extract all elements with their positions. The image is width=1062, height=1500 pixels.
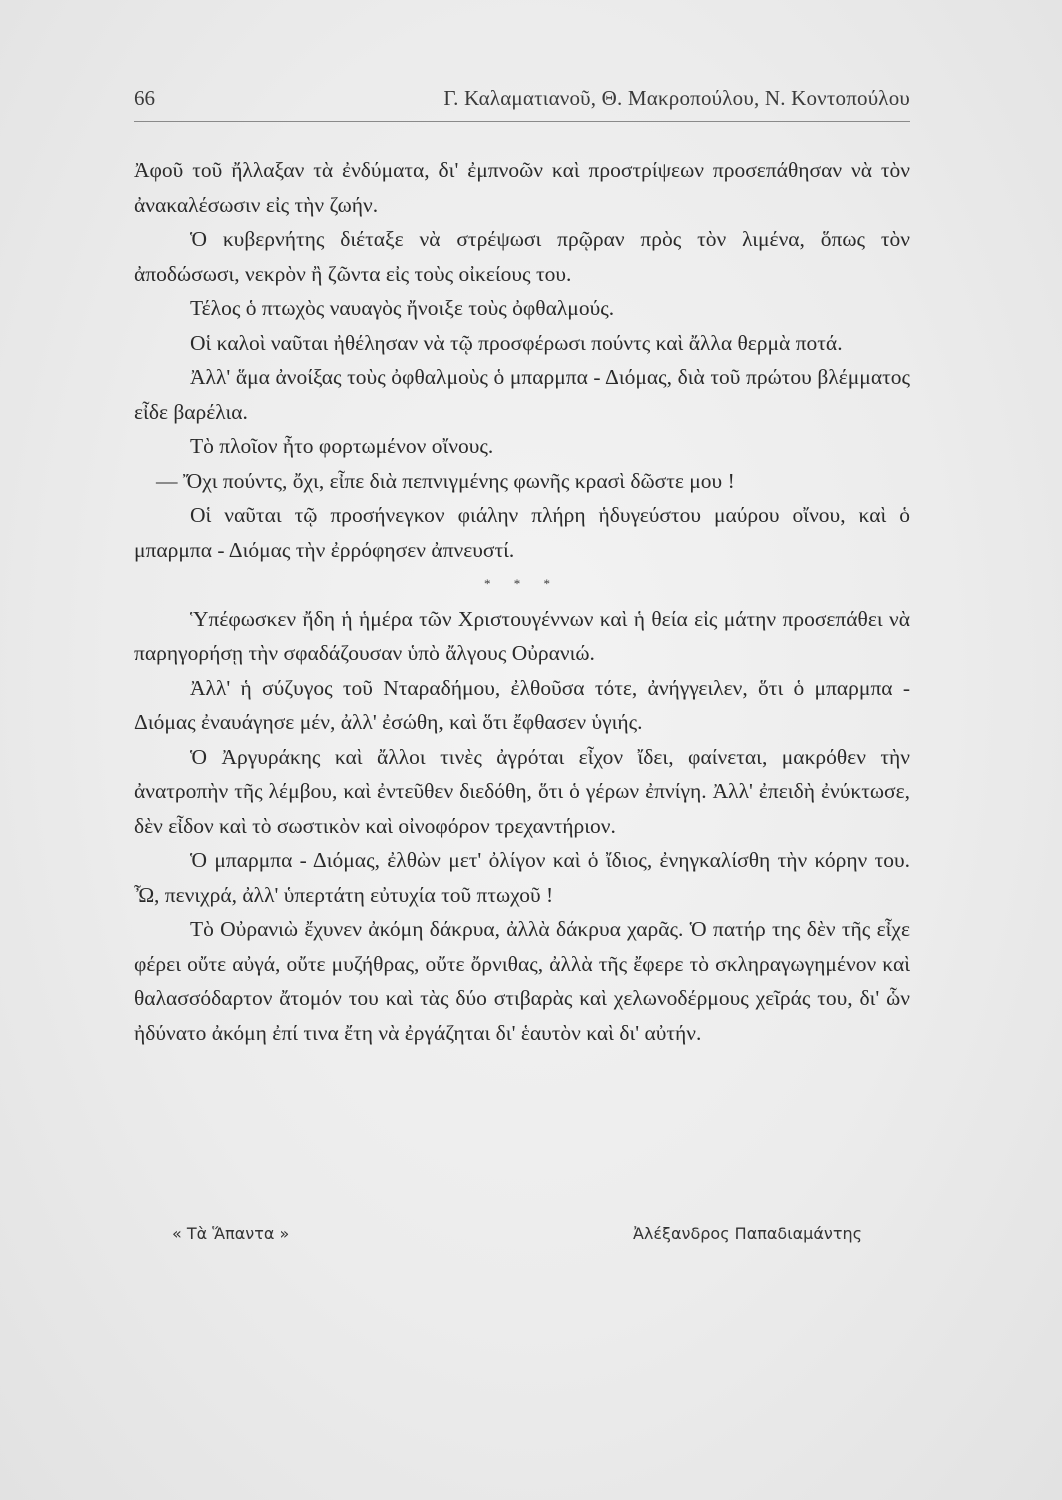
page-footer bbox=[134, 1224, 910, 1254]
body-text bbox=[134, 153, 910, 1050]
paragraph: Ὑπέφωσκεν ἤδη ἡ ἡμέρα τῶν Χριστουγέννων καὶ ἡ θεία εἰς μάτην προσεπάθει νὰ παρηγορήσῃ τὴν σφαδάζουσαν ὑπὸ ἄλγους Οὐρανιώ. bbox=[134, 606, 910, 665]
paragraph: Ὁ μπαρμπα - Διόμας, ἐλθὼν μετ' ὀλίγον καὶ ὁ ἴδιος, ἐνηγκαλίσθη τὴν κόρην του. Ὦ, πενιχρά, ἀλλ' ὑπερτάτη εὐτυχία τοῦ πτωχοῦ ! bbox=[134, 848, 910, 907]
section-separator: * * * bbox=[484, 576, 560, 591]
paragraph: Οἱ ναῦται τῷ προσήνεγκον φιάλην πλήρη ἡδυγεύστου μαύρου οἴνου, καὶ ὁ μπαρμπα - Διόμας τὴν ἐρρόφησεν ἀπνευστί. bbox=[134, 503, 910, 562]
paragraph: Ὁ κυβερνήτης διέταξε νὰ στρέψωσι πρῷραν πρὸς τὸν λιμένα, ὅπως τὸν ἀποδώσωσι, νεκρὸν ἢ ζῶντα εἰς τοὺς οἰκείους του. bbox=[134, 227, 910, 286]
page-header bbox=[134, 86, 910, 116]
author-name: Ἀλέξανδρος Παπαδιαμάντης bbox=[632, 1224, 862, 1243]
paragraph: Ὁ Ἀργυράκης καὶ ἄλλοι τινὲς ἀγρόται εἶχον ἴδει, φαίνεται, μακρόθεν τὴν ἀνατροπὴν τῆς λέμβου, καὶ ἐντεῦθεν διεδόθη, ὅτι ὁ γέρων ἐπνίγη. Ἀλλ' ἐπειδὴ ἐνύκτωσε, δὲν εἶδον καὶ τὸ σωστικὸν καὶ οἰνοφόρον τρεχαντήριον. bbox=[134, 744, 910, 838]
dialogue-line: — Ὄχι πούντς, ὄχι, εἶπε διὰ πεπνιγμένης φωνῆς κρασὶ δῶστε μου ! bbox=[156, 468, 735, 493]
page-number: 66 bbox=[134, 86, 155, 110]
paragraph: Ἀλλ' ἡ σύζυγος τοῦ Νταραδήμου, ἐλθοῦσα τότε, ἀνήγγειλεν, ὅτι ὁ μπαρμπα - Διόμας ἐναυάγησε μέν, ἀλλ' ἐσώθη, καὶ ὅτι ἔφθασεν ὑγιής. bbox=[134, 675, 910, 734]
header-rule bbox=[134, 121, 910, 122]
source-title: « Τὰ Ἅπαντα » bbox=[172, 1224, 290, 1243]
paragraph: Ἀφοῦ τοῦ ἤλλαξαν τὰ ἐνδύματα, δι' ἐμπνοῶν καὶ προστρίψεων προσεπάθησαν νὰ τὸν ἀνακαλέσωσιν εἰς τὴν ζωήν. bbox=[134, 158, 910, 217]
paragraph: Τέλος ὁ πτωχὸς ναυαγὸς ἤνοιξε τοὺς ὀφθαλμούς. bbox=[190, 296, 615, 320]
paragraph: Ἀλλ' ἅμα ἀνοίξας τοὺς ὀφθαλμοὺς ὁ μπαρμπα - Διόμας, διὰ τοῦ πρώτου βλέμματος εἶδε βαρέλια. bbox=[134, 365, 910, 424]
paragraph: Οἱ καλοὶ ναῦται ἠθέλησαν νὰ τῷ προσφέρωσι πούντς καὶ ἄλλα θερμὰ ποτά. bbox=[190, 330, 843, 355]
paragraph: Τὸ πλοῖον ἦτο φορτωμένον οἴνους. bbox=[190, 434, 494, 458]
paragraph: Τὸ Οὐρανιὼ ἔχυνεν ἀκόμη δάκρυα, ἀλλὰ δάκρυα χαρᾶς. Ὁ πατήρ της δὲν τῆς εἶχε φέρει οὔτε αὐγά, οὔτε μυζήθρας, οὔτε ὄρνιθας, ἀλλὰ τῆς ἔφερε τὸ σκληραγωγημένον καὶ θαλασσόδαρτον ἄτομόν του καὶ τὰς δύο στιβαρὰς καὶ χελωνοδέρμους χεῖράς του, δι' ὧν ἠδύνατο ἀκόμη ἐπί τινα ἔτη νὰ ἐργάζηται δι' ἑαυτὸν καὶ δι' αὐτήν. bbox=[134, 917, 910, 1045]
running-head: Γ. Καλαματιανοῦ, Θ. Μακροπούλου, Ν. Κοντοπούλου bbox=[443, 86, 910, 110]
